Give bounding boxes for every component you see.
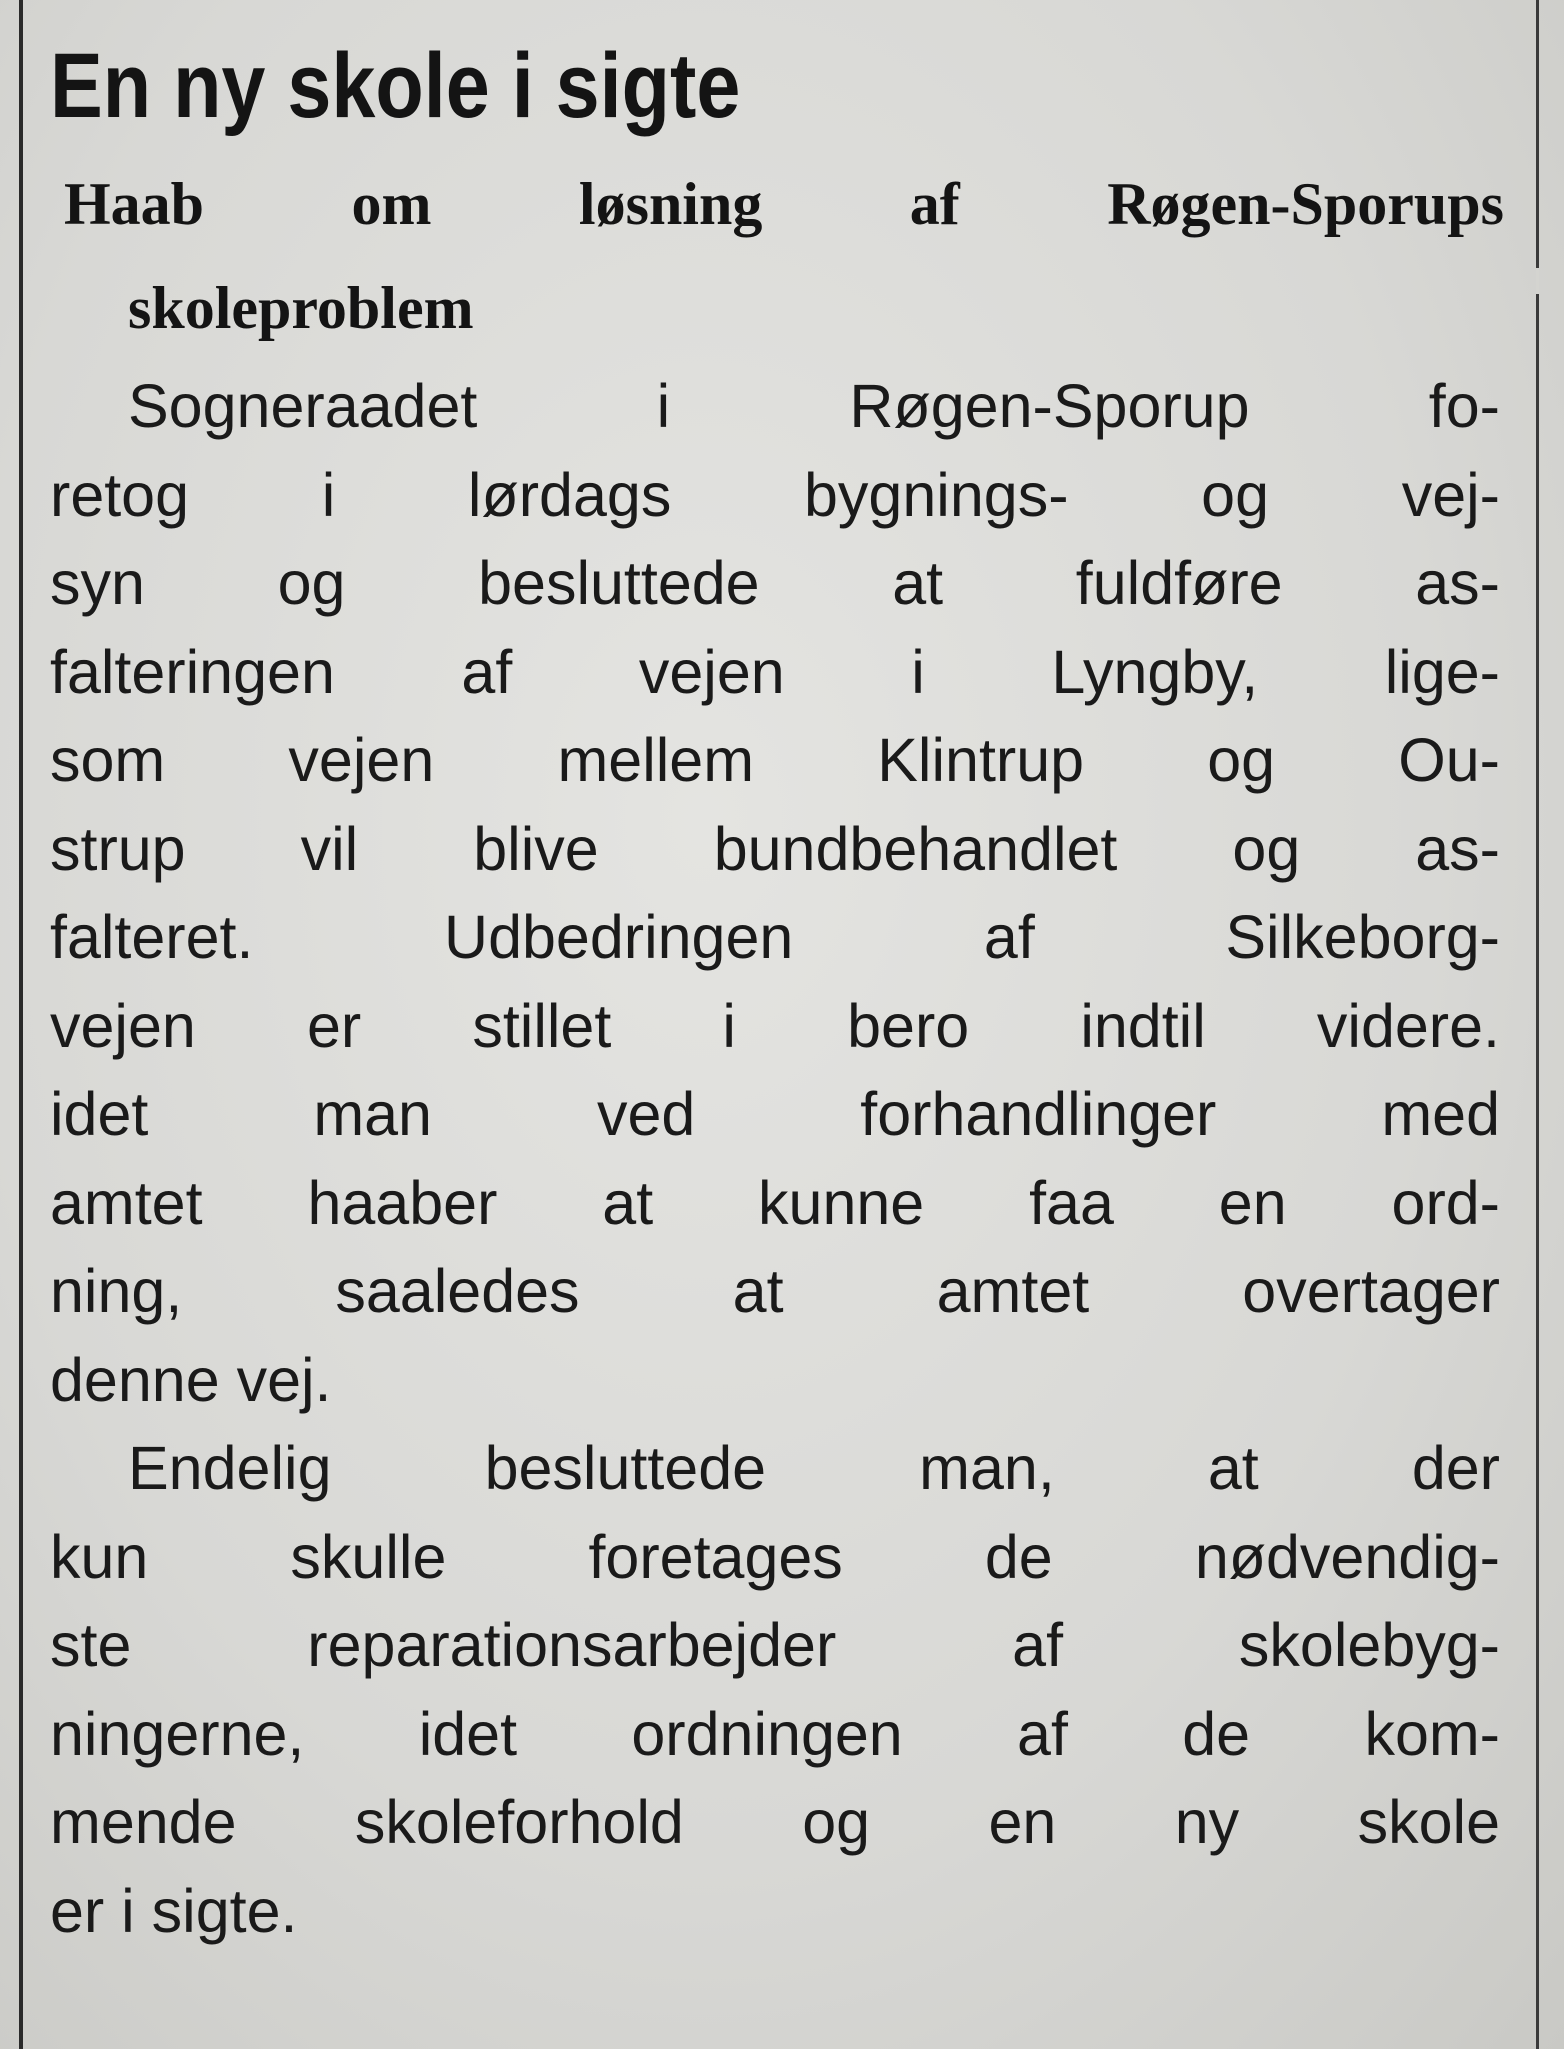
- body-line: falteringen af vejen i Lyngby, lige-: [50, 637, 1500, 706]
- body-line: Endelig besluttede man, at der: [128, 1434, 1500, 1502]
- newspaper-article: [50, 28, 1510, 1955]
- body-line: strup vil blive bundbehandlet og as-: [50, 814, 1500, 883]
- body-line: ningerne, idet ordningen af de kom-: [50, 1699, 1500, 1768]
- body-line: er i sigte.: [50, 1876, 298, 1945]
- body-line: som vejen mellem Klintrup og Ou-: [50, 726, 1500, 794]
- body-line: retog i lørdags bygnings- og vej-: [50, 460, 1500, 529]
- column-rule-right: [1536, 0, 1539, 2049]
- subheading-line-2: skoleproblem: [128, 275, 474, 341]
- article-headline: En ny skole i sigte: [50, 35, 741, 137]
- article-body: [50, 362, 1500, 1955]
- body-line: syn og besluttede at fuldføre as-: [50, 549, 1500, 617]
- body-line: vejen er stillet i bero indtil videre.: [50, 991, 1500, 1060]
- body-line: denne vej.: [50, 1345, 332, 1414]
- body-line: amtet haaber at kunne faa en ord-: [50, 1168, 1500, 1237]
- column-rule-left: [19, 0, 23, 2049]
- body-line: mende skoleforhold og en ny skole: [50, 1788, 1500, 1856]
- article-subheading: [64, 152, 1504, 360]
- body-line: ste reparationsarbejder af skolebyg-: [50, 1611, 1500, 1679]
- body-line: ning, saaledes at amtet overtager: [50, 1257, 1500, 1325]
- paragraph-2: [50, 1424, 1500, 1955]
- body-line: idet man ved forhandlinger med: [50, 1080, 1500, 1148]
- body-line: Sogneraadet i Røgen-Sporup fo-: [128, 372, 1500, 440]
- body-line: kun skulle foretages de nødvendig-: [50, 1522, 1500, 1591]
- paragraph-1: [50, 362, 1500, 1424]
- column-rule-gap: [1536, 268, 1539, 294]
- body-line: falteret. Udbedringen af Silkeborg-: [50, 903, 1500, 971]
- subheading-line-1: Haab om løsning af Røgen-Sporups: [64, 171, 1504, 237]
